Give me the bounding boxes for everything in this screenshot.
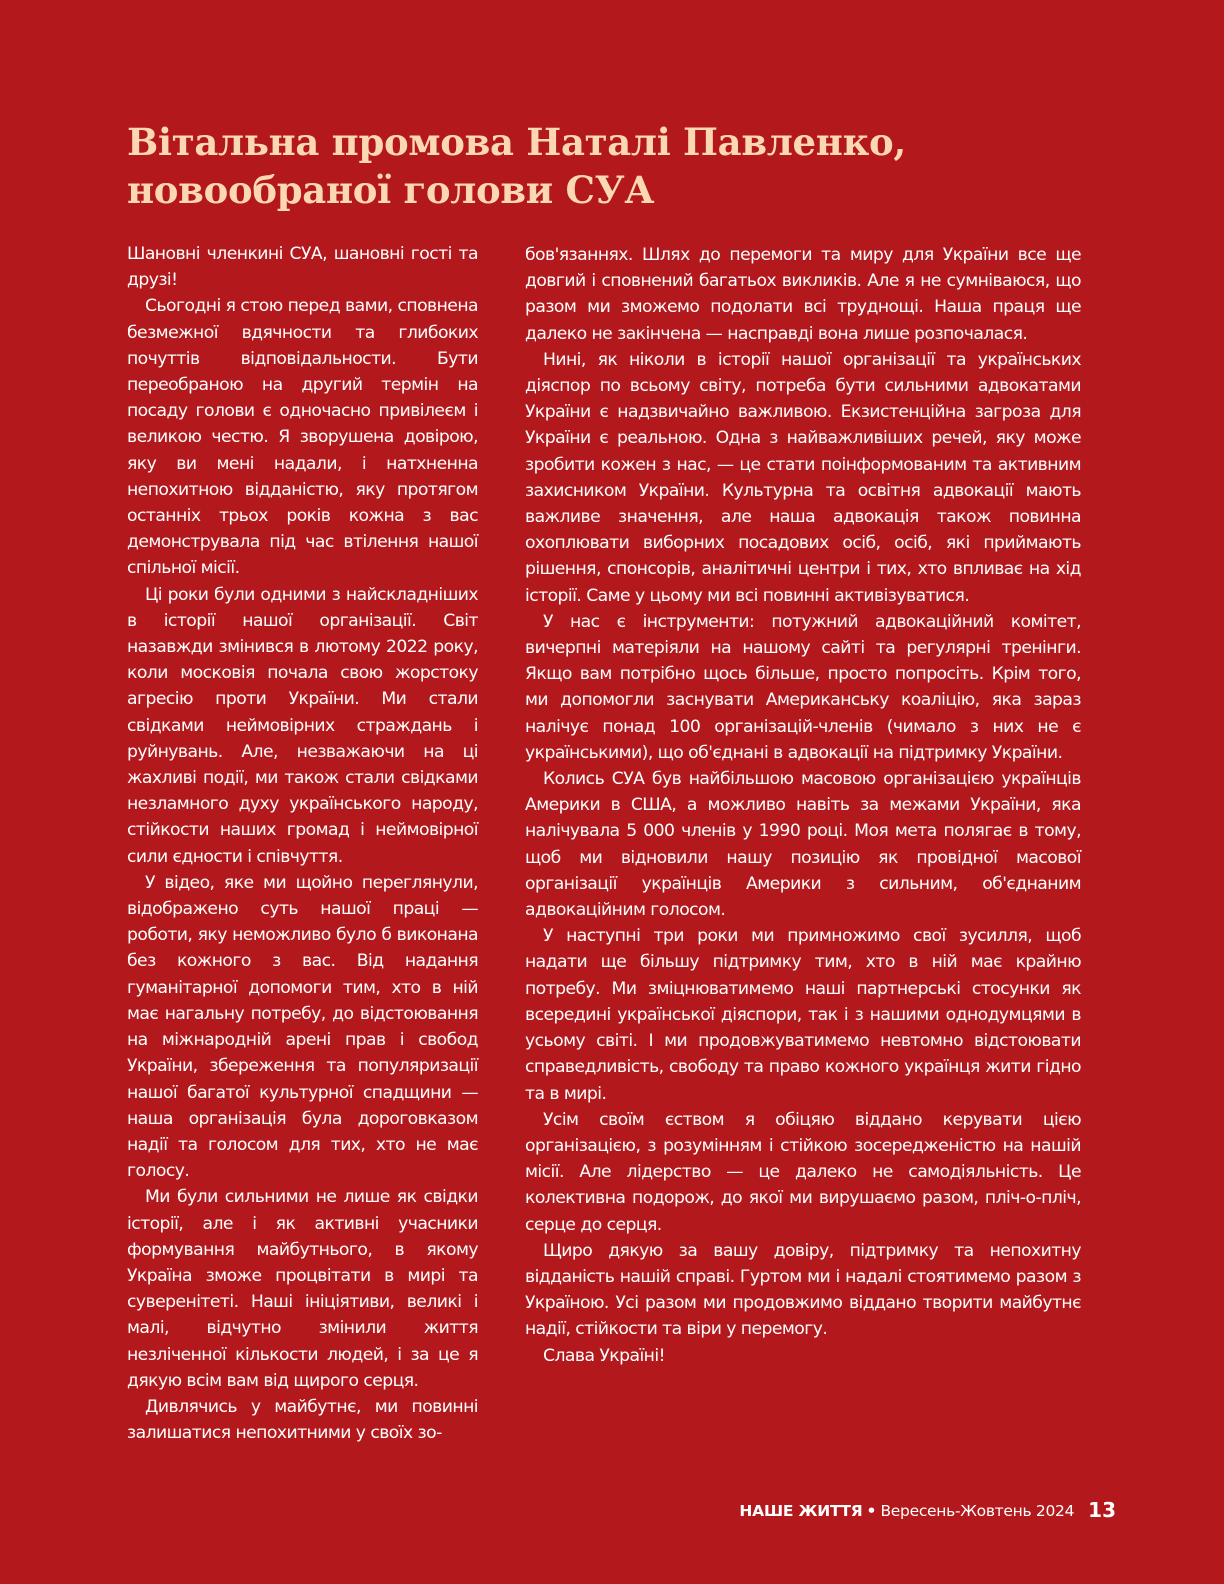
article-title-line-1: Вітальна промова Наталі Павленко,: [127, 120, 906, 164]
article-title-line-2: новообраної голови СУА: [127, 168, 655, 212]
body-paragraph: У наступні три роки ми примножимо свої зусилля, щоб надати ще більшу підтримку тим, хто в ній має крайню потребу. Ми зміцнюватимемо наші партнерські стосунки як всередині української діяспори, так і з нашими однодумцями в усьому світі. І ми продовжуватимемо невтомно відстоювати справедливість, свободу та право кожного українця жити гідно та в мирі.: [525, 926, 1081, 1104]
body-paragraph: У відео, яке ми щойно переглянули, відображено суть нашої праці — роботи, яку неможливо було б виконана без кожного з вас. Від надання гуманітарної допомоги тим, хто в ній має нагальну потребу, до відстоювання на міжнародній арені прав і свобод України, збереження та популяризації нашої багатої культурної спадщини — наша організація була дороговказом надії та голосом для тих, хто не має голосу.: [127, 872, 478, 1182]
closing-line: Слава Україні!: [543, 1345, 665, 1366]
article-column-right: [525, 242, 1081, 1369]
body-paragraph: У нас є інструменти: потужний адвокаційний комітет, вичерпні матеріяли на нашому сайті та регулярні тренінги. Якщо вам потрібно щось більше, просто попросіть. Крім того, ми допомогли заснувати Американську коаліцію, яка зараз налічує понад 100 організацій-членів (чимало з них не є українськими), що об'єднані в адвокації на підтримку України.: [525, 611, 1081, 763]
article-column-left: [127, 241, 478, 1446]
page-footer: [739, 1498, 1116, 1523]
body-paragraph: Нині, як ніколи в історії нашої організації та українських діяспор по всьому світу, потреба бути сильними адвокатами України є надзвичайно важливою. Екзистенційна загроза для України є реальною. Одна з найважливіших речей, яку може зробити кожен з нас, — це стати поінформованим та активним захисником України. Культурна та освітня адвокації мають важливе значення, але наша адвокація також повинна охоплювати виборних посадових осіб, осіб, які приймають рішення, спонсорів, аналітичні центри і тих, хто впливає на хід історії. Саме у цьому ми всі повинні активізуватися.: [525, 349, 1081, 606]
page-number: 13: [1088, 1498, 1116, 1522]
body-paragraph: Колись СУА був найбільшою масовою організацією українців Америки в США, а можливо навіть за межами України, яка налічувала 5 000 членів у 1990 році. Моя мета полягає в тому, щоб ми відновили нашу позицію як провідної масової організації українців Америки з сильним, об'єднаним адвокаційним голосом.: [525, 769, 1081, 921]
greeting-paragraph: Шановні членкині СУА, шановні гості та друзі!: [127, 244, 478, 291]
issue-date: Вересень-Жовтень 2024: [880, 1502, 1075, 1520]
body-paragraph: Ці роки були одними з найскладніших в історії нашої організації. Світ назавжди змінився в лютому 2022 року, коли московія почала свою жорстоку агресію проти України. Ми стали свідками неймовірних страждань і руйнувань. Але, незважаючи на ці жахливі події, ми також стали свідками незламного духу українського народу, стійкости наших громад і неймовірної сили єдности і співчуття.: [127, 584, 478, 867]
article-title: [127, 118, 1087, 214]
publication-name: НАШЕ ЖИТТЯ: [739, 1502, 863, 1520]
body-paragraph: Ми були сильними не лише як свідки історії, але і як активні учасники формування майбутнього, в якому Україна зможе процвітати в мирі та суверенітеті. Наші ініціятиви, великі і малі, відчутно змінили життя незліченної кількости людей, і за це я дякую всім вам від щирого серця.: [127, 1187, 478, 1391]
body-paragraph: Сьогодні я стою перед вами, сповнена безмежної вдячности та глибоких почуттів відповідальности. Бути переобраною на другий термін на посаду голови є одночасно привілеєм і великою честю. Я зворушена довірою, яку ви мені надали, і натхненна непохитною відданістю, яку протягом останніх трьох років кожна з вас демонструвала під час втілення нашої спільної місії.: [127, 296, 478, 579]
body-paragraph: Щиро дякую за вашу довіру, підтримку та непохитну відданість нашій справі. Гуртом ми і надалі стоятимемо разом з Україною. Усі разом ми продовжимо віддано творити майбутнє надії, стійкости та віри у перемогу.: [525, 1240, 1081, 1340]
body-paragraph: Дивлячись у майбутнє, ми повинні залишатися непохитними у своїх зо-: [127, 1396, 478, 1444]
body-paragraph: Усім своїм єством я обіцяю віддано керувати цією організацією, з розумінням і стійкою зосередженістю на нашій місії. Але лідерство — це далеко не самодіяльність. Це колективна подорож, до якої ми вирушаємо разом, пліч-о-пліч, серце до серця.: [525, 1109, 1081, 1235]
footer-separator: •: [866, 1502, 877, 1520]
continued-paragraph: бов'язаннях. Шлях до перемоги та миру для України все ще довгий і сповнений багатьох викликів. Але я не сумніваюся, що разом ми зможемо подолати всі труднощі. Наша праця ще далеко не закінчена — насправді вона лише розпочалася.: [525, 245, 1081, 344]
